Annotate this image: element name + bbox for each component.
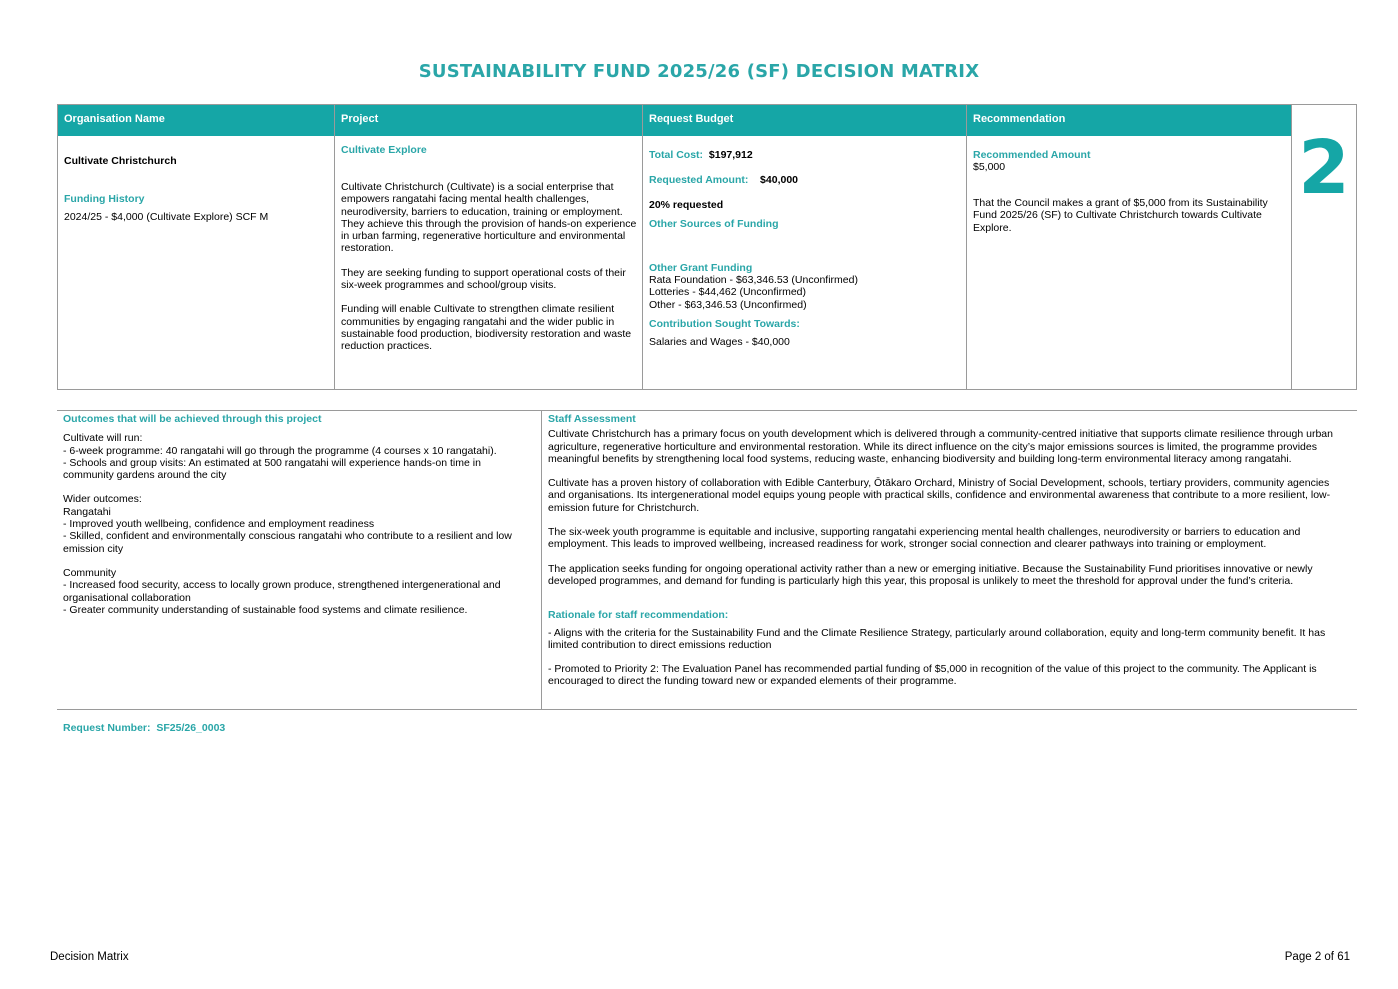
contribution-label: Contribution Sought Towards: bbox=[649, 318, 800, 330]
header-recommendation: Recommendation bbox=[967, 105, 1291, 136]
contribution-value: Salaries and Wages - $40,000 bbox=[649, 336, 790, 348]
grant-item: Other - $63,346.53 (Unconfirmed) bbox=[649, 298, 807, 311]
project-paragraph: They are seeking funding to support operational costs of their six-week programmes and school/group visits. bbox=[341, 266, 626, 292]
total-cost-value: $197,912 bbox=[708, 149, 753, 161]
outcome-item: - Schools and group visits: An estimated at 500 rangatahi will experience hands-on time in community gardens around the city bbox=[63, 456, 481, 482]
assessment-paragraph: Cultivate Christchurch has a primary focus on youth development which is delivered through a community-centred initiative that supports climate resilience through urban agriculture, regenerative horticulture and environmental restoration. While its direct influence on the city’s major emissions sources is limited, the programme provides meaningful benefits by strengthening local food systems, reducing waste, enhancing biodiversity and building long-term environmental literacy among rangatahi. bbox=[548, 428, 1333, 465]
project-paragraph: Cultivate Christchurch (Cultivate) is a social enterprise that empowers rangatahi facing mental health challenges, neurodiversity, barriers to education, training or employment. They achieve this through the provision of hands-on experience in urban farming, regenerative horticulture and environmental restoration. bbox=[341, 181, 637, 255]
community-label: Community bbox=[63, 566, 117, 579]
grant-list bbox=[649, 274, 858, 311]
page-title: SUSTAINABILITY FUND 2025/26 (SF) DECISION MATRIX bbox=[418, 61, 980, 82]
funding-history-label: Funding History bbox=[64, 193, 145, 205]
project-column bbox=[335, 105, 643, 389]
priority-number: 2 bbox=[1298, 125, 1350, 211]
outcome-item: - Increased food security, access to locally grown produce, strengthened intergenerational and organisational collaboration bbox=[63, 579, 501, 604]
section-divider bbox=[541, 411, 542, 709]
rationale-item: - Aligns with the criteria for the Sustainability Fund and the Climate Resilience Strategy, particularly around collaboration, equity and long-term community benefit. It has limited contribution to direct emissions reduction bbox=[548, 626, 1326, 651]
outcomes-panel bbox=[63, 413, 529, 616]
request-number-value: SF25/26_0003 bbox=[156, 722, 226, 734]
assessment-section bbox=[57, 410, 1357, 710]
project-description bbox=[341, 181, 637, 353]
assessment-paragraph: The six-week youth programme is equitable and inclusive, supporting rangatahi experiencing mental health challenges, neurodiversity or barriers to education and employment. This leads to improved wellbeing, increased readiness for work, stronger social connection and clearer pathways into training or employment. bbox=[548, 526, 1301, 551]
outcomes-intro: Cultivate will run: bbox=[63, 432, 143, 445]
recommendation-text: That the Council makes a grant of $5,000 from its Sustainability Fund 2025/26 (SF) to Cultivate Christchurch towards Cultivate Explore. bbox=[973, 197, 1268, 234]
header-budget: Request Budget bbox=[643, 105, 966, 136]
project-name: Cultivate Explore bbox=[341, 144, 427, 156]
assessment-paragraph: The application seeks funding for ongoing operational activity rather than a new or emerging initiative. Because the Sustainability Fund prioritises innovative or newly developed programmes, and demand for funding is particularly high this year, this proposal is unlikely to meet the threshold for approval under the fund’s criteria. bbox=[548, 562, 1313, 587]
rationale-heading: Rationale for staff recommendation: bbox=[548, 609, 729, 622]
other-grant-label: Other Grant Funding bbox=[649, 262, 753, 274]
requested-amount-value: $40,000 bbox=[760, 174, 799, 186]
staff-assessment-panel bbox=[548, 413, 1348, 688]
staff-assessment-heading: Staff Assessment bbox=[548, 413, 636, 425]
requested-amount-row bbox=[649, 174, 798, 186]
wider-outcomes-label: Wider outcomes: bbox=[63, 493, 142, 506]
percent-requested: 20% requested bbox=[649, 199, 724, 211]
recommendation-column bbox=[967, 105, 1292, 389]
funding-history-value: 2024/25 - $4,000 (Cultivate Explore) SCF M bbox=[64, 211, 269, 223]
request-number-label: Request Number: bbox=[63, 722, 151, 734]
recommended-amount-value: $5,000 bbox=[973, 161, 1006, 173]
header-project: Project bbox=[335, 105, 642, 136]
decision-matrix-table bbox=[57, 104, 1357, 390]
outcome-item: - Greater community understanding of sustainable food systems and climate resilience. bbox=[63, 603, 468, 616]
grant-item: Rata Foundation - $63,346.53 (Unconfirmed) bbox=[649, 274, 858, 286]
outcome-item: - Skilled, confident and environmentally conscious rangatahi who contribute to a resilient and low emission city bbox=[63, 530, 512, 555]
project-paragraph: Funding will enable Cultivate to strengthen climate resilient communities by engaging rangatahi and the wider public in sustainable food production, biodiversity restoration and waste reduction practices. bbox=[341, 303, 632, 353]
other-sources-label: Other Sources of Funding bbox=[649, 218, 779, 230]
rationale-item: - Promoted to Priority 2: The Evaluation Panel has recommended partial funding of $5,000 in recognition of the value of this project to the community. The Applicant is encouraged to direct the funding toward new or expanded elements of their programme. bbox=[548, 663, 1317, 688]
rangatahi-label: Rangatahi bbox=[63, 505, 111, 518]
footer-page-number: Page 2 of 61 bbox=[1284, 951, 1350, 963]
footer-left: Decision Matrix bbox=[50, 951, 129, 963]
total-cost-label: Total Cost: bbox=[649, 149, 704, 161]
organisation-name: Cultivate Christchurch bbox=[64, 155, 177, 167]
outcomes-heading: Outcomes that will be achieved through this project bbox=[63, 413, 322, 425]
total-cost-row bbox=[649, 149, 753, 161]
grant-item: Lotteries - $44,462 (Unconfirmed) bbox=[649, 286, 806, 299]
budget-column bbox=[643, 105, 967, 389]
recommended-amount-label: Recommended Amount bbox=[973, 149, 1091, 161]
assessment-paragraph: Cultivate has a proven history of collaboration with Edible Canterbury, Ōtākaro Orchard, Ministry of Social Development, schools, tertiary providers, community agencies and organisations. Its intergenerational model equips young people with practical skills, confidence and environmental awareness that contribute to a more resilient, low-emission future for Christchurch. bbox=[548, 477, 1331, 514]
request-number bbox=[63, 722, 225, 734]
header-organisation: Organisation Name bbox=[58, 105, 334, 136]
outcome-item: - 6-week programme: 40 rangatahi will go through the programme (4 courses x 10 rangatahi). bbox=[63, 444, 497, 457]
requested-amount-label: Requested Amount: bbox=[649, 174, 749, 186]
organisation-column bbox=[58, 105, 335, 389]
outcome-item: - Improved youth wellbeing, confidence and employment readiness bbox=[63, 518, 375, 531]
